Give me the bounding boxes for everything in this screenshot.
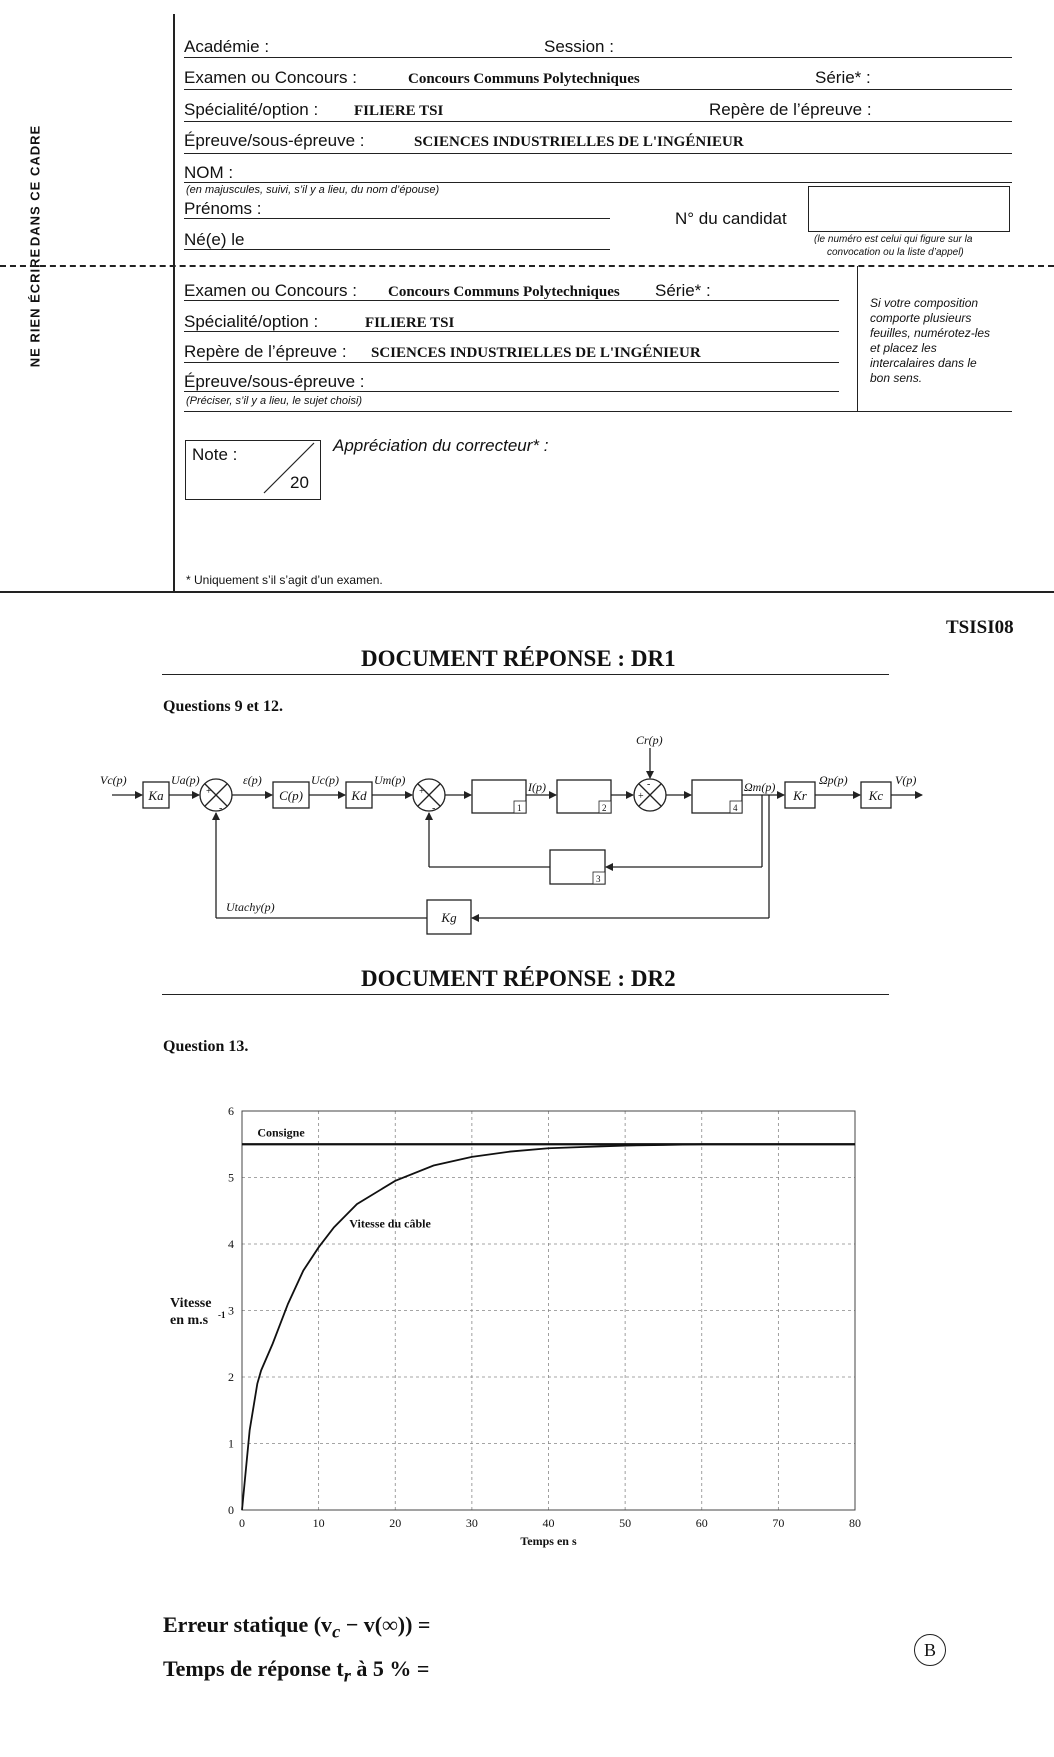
academie-label: Académie :	[184, 37, 270, 56]
epreuve-note-2: (Préciser, s’il y a lieu, le sujet choisi)	[186, 395, 363, 407]
candidat-note-2: convocation ou la liste d’appel)	[827, 247, 964, 258]
sign-plus-1: +	[206, 786, 212, 797]
appreciation-label: Appréciation du correcteur* :	[333, 436, 549, 455]
dr2-title-rule	[162, 994, 889, 995]
examen-label-2: Examen ou Concours :	[184, 281, 357, 300]
x-tick-label: 10	[312, 1516, 325, 1530]
y-axis-label-sup: -1	[218, 1310, 226, 1321]
nom-note: (en majuscules, suivi, s’il y a lieu, du nom d’épouse)	[186, 184, 440, 196]
y-tick-label: 1	[228, 1436, 234, 1451]
static-error-tail: − v(∞)) =	[340, 1612, 431, 1637]
composition-divider	[857, 266, 858, 412]
composition-note-line: intercalaires dans le	[870, 356, 977, 370]
x-axis-label: Temps en s	[520, 1534, 577, 1548]
composition-note-line: et placez les	[870, 341, 937, 355]
session-label: Session :	[544, 37, 614, 56]
candidat-number-box[interactable]	[808, 186, 1010, 232]
y-tick-label: 0	[228, 1503, 234, 1517]
block-label-c: C(p)	[279, 788, 303, 803]
examen-line-2	[184, 300, 839, 301]
x-tick-label: 70	[772, 1516, 785, 1530]
static-error-question	[163, 1612, 430, 1642]
epreuve-label: Épreuve/sous-épreuve :	[184, 131, 365, 150]
sign-plus-2: +	[419, 786, 425, 797]
x-tick-label: 0	[239, 1516, 245, 1530]
sign-minus-2: -	[432, 803, 436, 814]
composition-bottom-line	[184, 411, 1012, 412]
dr1-questions: Questions 9 et 12.	[163, 698, 283, 715]
response-chart	[160, 1095, 880, 1575]
specialite-label-2: Spécialité/option :	[184, 312, 319, 331]
dr1-title: DOCUMENT RÉPONSE : DR1	[361, 646, 676, 671]
candidat-note-1: (le numéro est celui qui figure sur la	[814, 234, 973, 245]
y-tick-label: 2	[228, 1370, 234, 1384]
sign-minus-3: -	[647, 779, 651, 790]
y-tick-label: 3	[228, 1303, 234, 1318]
series-label-vitesse: Vitesse du câble	[349, 1216, 431, 1231]
epreuve-label-2: Épreuve/sous-épreuve :	[184, 372, 365, 391]
block-number-4: 4	[733, 803, 738, 813]
epreuve-line-2	[184, 391, 839, 392]
static-error-text: Erreur statique (v	[163, 1612, 333, 1637]
note-denominator: 20	[290, 473, 309, 492]
static-error-sub: c	[332, 1621, 341, 1642]
block-label-ka: Ka	[148, 788, 164, 803]
note-box[interactable]	[185, 440, 321, 500]
doc-code: TSISI08	[946, 617, 1014, 638]
ne-line	[184, 249, 610, 250]
specialite-line-2	[184, 331, 839, 332]
y-axis-label-line2: en m.s	[170, 1313, 209, 1329]
response-time-tail: à 5 % =	[350, 1656, 430, 1681]
cut-dashed-line	[0, 265, 1054, 267]
dr2-title: DOCUMENT RÉPONSE : DR2	[361, 966, 676, 991]
signal-omega-m: Ωm(p)	[744, 780, 776, 794]
composition-note-line: bon sens.	[870, 371, 923, 385]
epreuve-value: SCIENCES INDUSTRIELLES DE L'INGÉNIEUR	[414, 134, 744, 150]
composition-note-line: feuilles, numérotez-les	[870, 326, 991, 340]
y-tick-label: 5	[228, 1170, 234, 1185]
nom-line	[184, 182, 1012, 183]
composition-note-line: comporte plusieurs	[870, 311, 972, 325]
signal-omega-p: Ωp(p)	[819, 773, 848, 787]
side-text-top-label: DANS CE CADRE	[27, 124, 43, 247]
epreuve-line	[184, 153, 1012, 154]
signal-utachy: Utachy(p)	[226, 900, 275, 914]
specialite-value-2: FILIERE TSI	[365, 315, 455, 331]
repere-label: Repère de l’épreuve :	[709, 100, 872, 119]
y-tick-label: 4	[228, 1237, 234, 1251]
y-axis-label-line1: Vitesse	[170, 1296, 212, 1312]
header-left-border	[173, 14, 175, 592]
x-tick-label: 50	[619, 1516, 632, 1530]
signal-uc: Uc(p)	[311, 773, 339, 787]
block-label-kd: Kd	[351, 788, 367, 803]
repere-line-2	[184, 362, 839, 363]
page-mark	[914, 1634, 946, 1666]
examen-value-2: Concours Communs Polytechniques	[388, 284, 620, 300]
prenoms-label: Prénoms :	[184, 199, 262, 218]
block-label-kr: Kr	[793, 788, 807, 803]
ne-label: Né(e) le	[184, 230, 245, 249]
signal-epsilon: ε(p)	[243, 773, 262, 787]
prenoms-line	[184, 218, 610, 219]
block-number-3: 3	[596, 874, 601, 884]
sign-plus-3: +	[638, 791, 644, 802]
signal-ua: Ua(p)	[171, 773, 200, 787]
response-time-text: Temps de réponse t	[163, 1656, 344, 1681]
specialite-label: Spécialité/option :	[184, 100, 319, 119]
candidat-label: N° du candidat	[675, 209, 787, 228]
x-tick-label: 80	[849, 1516, 861, 1530]
x-tick-label: 30	[465, 1516, 478, 1530]
signal-i: I(p)	[528, 780, 546, 794]
note-label: Note :	[192, 445, 238, 464]
block-diagram	[100, 730, 930, 945]
signal-um: Um(p)	[374, 773, 406, 787]
specialite-value: FILIERE TSI	[354, 103, 444, 119]
footnote: * Uniquement s’il s’agit d’un examen.	[186, 573, 383, 587]
response-time-sub: r	[343, 1665, 351, 1686]
repere-label-2: Repère de l’épreuve :	[184, 342, 347, 361]
y-tick-label: 6	[228, 1104, 234, 1118]
academie-line	[184, 57, 1012, 58]
block-label-kc: Kc	[868, 788, 884, 803]
specialite-line	[184, 121, 1012, 122]
page-mark-letter: B	[923, 1640, 936, 1660]
composition-note-line: Si votre composition	[870, 296, 979, 310]
examen-label: Examen ou Concours :	[184, 68, 357, 87]
serie-label: Série* :	[815, 68, 871, 87]
examen-value: Concours Communs Polytechniques	[408, 71, 640, 87]
dr1-title-rule	[162, 674, 889, 675]
side-text-bottom-label: NE RIEN ÉCRIRE	[27, 247, 43, 368]
side-text-bottom	[20, 247, 50, 380]
x-tick-label: 40	[542, 1516, 555, 1530]
sign-minus-1: -	[219, 803, 223, 814]
block-label-kg: Kg	[441, 910, 457, 925]
signal-vc: Vc(p)	[100, 773, 127, 787]
repere-value-2: SCIENCES INDUSTRIELLES DE L'INGÉNIEUR	[371, 345, 701, 361]
header-bottom-border	[0, 591, 1054, 593]
x-tick-label: 20	[389, 1516, 402, 1530]
x-tick-label: 60	[695, 1516, 708, 1530]
composition-note	[870, 296, 990, 386]
serie-label-2: Série* :	[655, 281, 711, 300]
series-label-consigne: Consigne	[257, 1125, 305, 1140]
block-number-2: 2	[602, 803, 607, 813]
block-number-1: 1	[517, 803, 522, 813]
signal-cr: Cr(p)	[636, 733, 663, 747]
nom-label: NOM :	[184, 163, 234, 182]
dr2-question: Question 13.	[163, 1038, 249, 1055]
examen-line	[184, 89, 1012, 90]
response-time-question	[163, 1656, 429, 1686]
signal-v: V(p)	[895, 773, 917, 787]
